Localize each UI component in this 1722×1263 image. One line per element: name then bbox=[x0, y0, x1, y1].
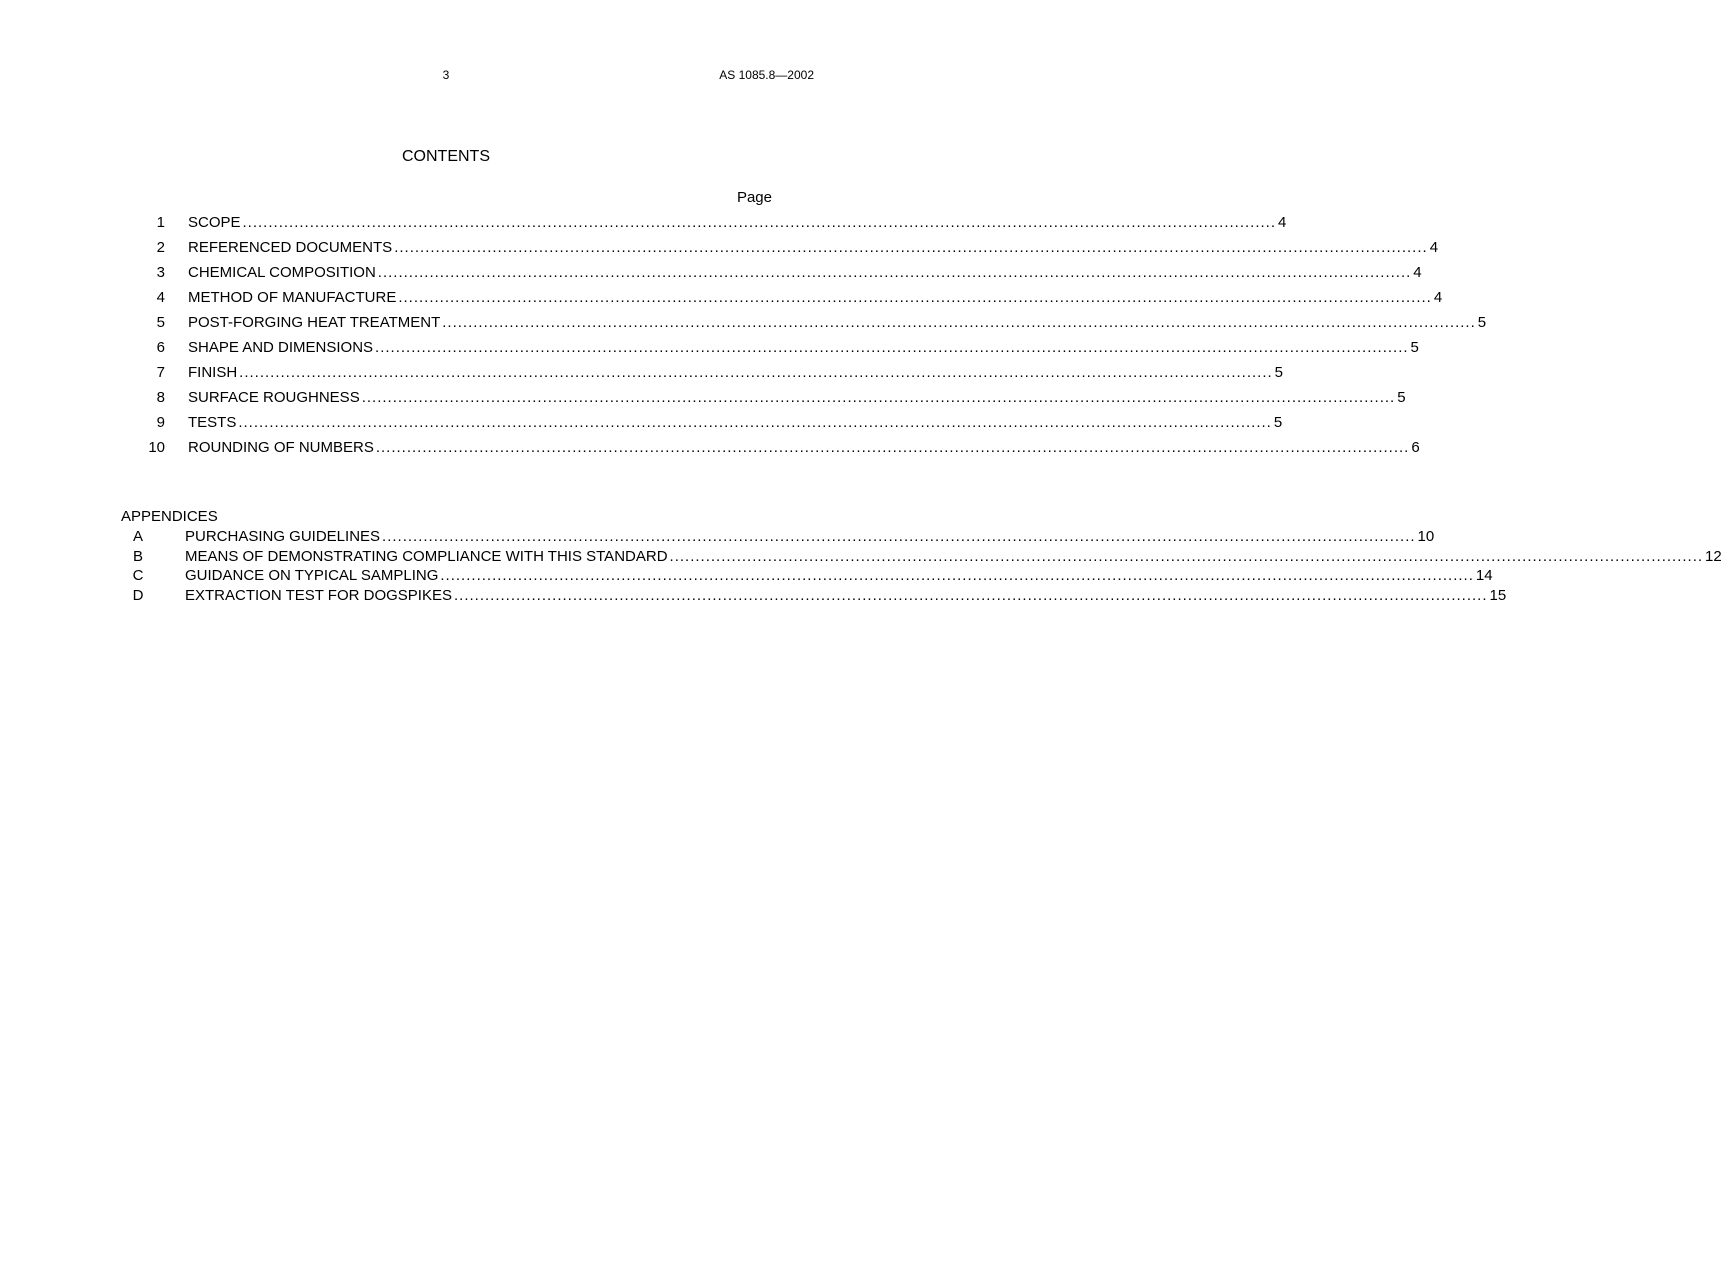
contents-item-number: 7 bbox=[156, 364, 165, 381]
contents-item[interactable] bbox=[140, 288, 1443, 313]
contents-item[interactable] bbox=[140, 213, 1287, 238]
header-page-number: 3 bbox=[442, 68, 450, 82]
appendix-title: EXTRACTION TEST FOR DOGSPIKES bbox=[185, 587, 452, 605]
leader-dots: ........................................................................................................................................................................................................ bbox=[454, 587, 1488, 605]
contents-item-title: SHAPE AND DIMENSIONS bbox=[188, 339, 374, 356]
contents-item[interactable] bbox=[140, 388, 1406, 413]
leader-dots: ........................................................................................................................................................................................................ bbox=[239, 364, 1273, 381]
appendices-heading: APPENDICES bbox=[121, 508, 218, 525]
leader-dots: ........................................................................................................................................................................................................ bbox=[375, 339, 1409, 356]
leader-dots: ........................................................................................................................................................................................................ bbox=[361, 389, 1396, 406]
page-column-label: Page bbox=[736, 189, 772, 206]
contents-item-title: METHOD OF MANUFACTURE bbox=[188, 289, 397, 306]
contents-item-page: 4 bbox=[1278, 214, 1287, 231]
appendix-page: 10 bbox=[1417, 528, 1435, 545]
leader-dots: ........................................................................................................................................................................................................ bbox=[377, 264, 1412, 281]
contents-item-page: 4 bbox=[1429, 239, 1439, 256]
appendix-item[interactable] bbox=[121, 527, 1435, 547]
contents-item-number: 9 bbox=[156, 414, 165, 431]
contents-title: CONTENTS bbox=[402, 148, 490, 165]
contents-item-title: SCOPE bbox=[188, 214, 241, 231]
contents-item-page: 5 bbox=[1274, 364, 1284, 381]
leader-dots: ........................................................................................................................................................................................................ bbox=[440, 567, 1474, 585]
contents-item-number: 1 bbox=[156, 214, 165, 231]
contents-item-page: 5 bbox=[1397, 389, 1406, 406]
header-standard-designation: AS 1085.8—2002 bbox=[719, 68, 814, 82]
appendices-list bbox=[121, 527, 1722, 606]
contents-item-title: FINISH bbox=[188, 364, 238, 381]
contents-item-title: ROUNDING OF NUMBERS bbox=[188, 439, 374, 456]
leader-dots: ........................................................................................................................................................................................................ bbox=[238, 414, 1272, 431]
contents-item-page: 5 bbox=[1477, 314, 1487, 331]
contents-item-number: 5 bbox=[156, 314, 165, 331]
contents-item-page: 4 bbox=[1413, 264, 1422, 281]
contents-item-title: SURFACE ROUGHNESS bbox=[188, 389, 360, 406]
appendix-letter: B bbox=[132, 547, 143, 565]
contents-item[interactable] bbox=[140, 338, 1419, 363]
appendix-title: PURCHASING GUIDELINES bbox=[185, 528, 381, 545]
contents-item-number: 3 bbox=[156, 264, 165, 281]
contents-item-page: 6 bbox=[1411, 439, 1420, 456]
appendix-item[interactable] bbox=[121, 566, 1493, 586]
leader-dots: ........................................................................................................................................................................................................ bbox=[394, 239, 1428, 256]
contents-item[interactable] bbox=[140, 313, 1487, 338]
contents-item-title: TESTS bbox=[188, 414, 237, 431]
contents-item-number: 10 bbox=[148, 439, 165, 456]
contents-item-page: 5 bbox=[1273, 414, 1283, 431]
appendix-letter: D bbox=[132, 587, 144, 605]
contents-item-number: 2 bbox=[156, 239, 165, 256]
appendix-page: 14 bbox=[1475, 567, 1493, 585]
leader-dots: ........................................................................................................................................................................................................ bbox=[442, 314, 1476, 331]
leader-dots: ........................................................................................................................................................................................................ bbox=[382, 528, 1416, 545]
contents-item[interactable] bbox=[140, 413, 1283, 438]
contents-item[interactable] bbox=[140, 438, 1420, 463]
appendix-letter: A bbox=[132, 528, 143, 545]
appendix-page: 12 bbox=[1705, 547, 1722, 565]
leader-dots: ........................................................................................................................................................................................................ bbox=[242, 214, 1277, 231]
leader-dots: ........................................................................................................................................................................................................ bbox=[669, 547, 1704, 565]
appendix-letter: C bbox=[132, 567, 144, 585]
contents-item-number: 4 bbox=[156, 289, 165, 306]
contents-item[interactable] bbox=[140, 263, 1422, 288]
contents-item-title: POST-FORGING HEAT TREATMENT bbox=[188, 314, 441, 331]
appendix-title: MEANS OF DEMONSTRATING COMPLIANCE WITH THIS STANDARD bbox=[185, 547, 668, 565]
contents-list bbox=[140, 213, 1487, 463]
appendix-page: 15 bbox=[1489, 587, 1507, 605]
contents-item-number: 6 bbox=[156, 339, 165, 356]
contents-item[interactable] bbox=[140, 363, 1284, 388]
appendix-item[interactable] bbox=[121, 586, 1507, 606]
contents-item-title: REFERENCED DOCUMENTS bbox=[188, 239, 393, 256]
contents-item-page: 5 bbox=[1410, 339, 1419, 356]
leader-dots: ........................................................................................................................................................................................................ bbox=[398, 289, 1432, 306]
appendix-title: GUIDANCE ON TYPICAL SAMPLING bbox=[185, 567, 439, 585]
appendix-item[interactable] bbox=[121, 547, 1722, 567]
contents-item-page: 4 bbox=[1433, 289, 1443, 306]
contents-item-title: CHEMICAL COMPOSITION bbox=[188, 264, 376, 281]
contents-item[interactable] bbox=[140, 238, 1439, 263]
contents-item-number: 8 bbox=[156, 389, 165, 406]
leader-dots: ........................................................................................................................................................................................................ bbox=[375, 439, 1410, 456]
